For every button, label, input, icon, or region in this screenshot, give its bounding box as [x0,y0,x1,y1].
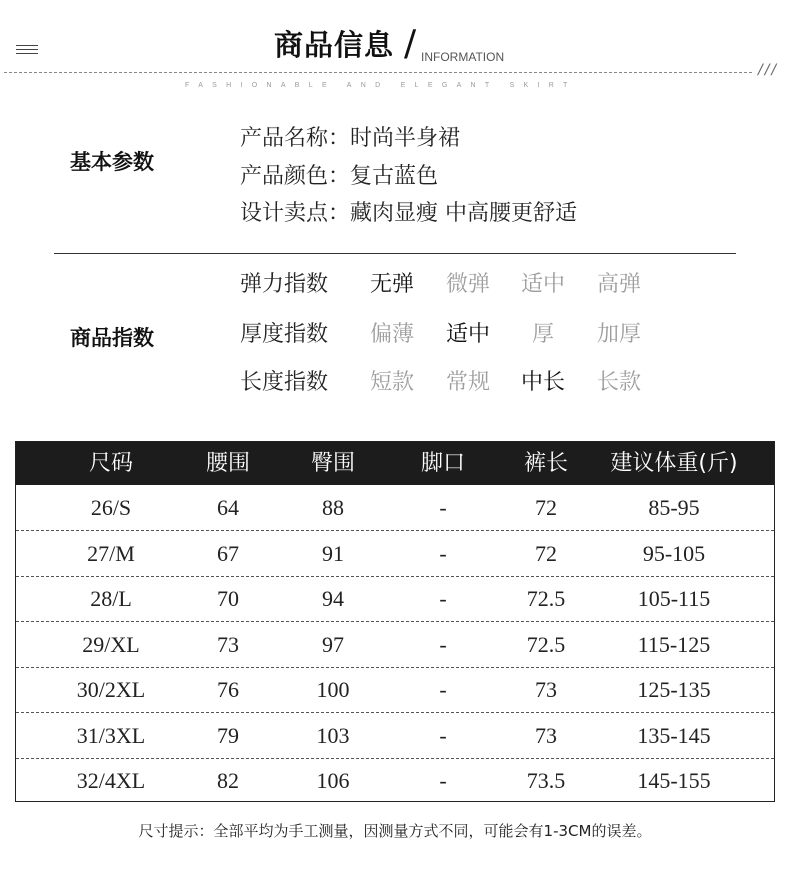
elasticity-index-label: 弹力指数 [240,272,329,297]
cell-length: 72 [535,540,557,566]
cell-weight: 145-155 [637,768,711,793]
cell-waist: 64 [217,495,239,520]
cell-size: 31/3XL [76,722,146,748]
cell-hip: 100 [316,677,350,702]
cell-length: 73 [535,722,557,748]
cell-weight: 115-125 [637,631,711,657]
length-index-label: 长度指数 [240,370,329,395]
cell-length: 73 [535,677,557,702]
param-name-line: 产品名称：时尚半身裙 [240,126,461,151]
index-option: 厚 [531,322,554,347]
table-header [16,442,774,485]
cell-hip: 94 [322,586,344,611]
index-option: 长款 [596,370,641,395]
cell-hem: - [439,722,447,748]
index-option: 无弹 [369,272,414,297]
cell-waist: 67 [217,540,239,566]
index-option: 高弹 [596,272,641,297]
index-option: 中长 [520,370,565,395]
cell-hip: 106 [316,768,350,793]
param-color-line: 产品颜色：复古蓝色 [240,164,439,189]
cell-size: 29/XL [82,631,140,657]
index-option: 微弹 [445,272,490,297]
table-row [16,622,774,668]
table-row [16,667,774,713]
cell-weight: 85-95 [648,495,700,520]
cell-length: 72.5 [526,631,566,657]
title-slash: / [404,23,417,64]
cell-waist: 79 [217,722,239,748]
header-divider [4,72,752,73]
cell-hip: 88 [322,495,344,520]
header-size: 尺码 [88,451,133,476]
page-subtitle: INFORMATION [421,50,505,64]
size-footnote: 尺寸提示：全部平均为手工测量，因测量方式不同，可能会有1-3CM的误差。 [138,822,652,840]
menu-icon[interactable] [16,45,38,55]
cell-weight: 135-145 [637,722,711,748]
cell-waist: 82 [217,768,239,793]
index-option: 常规 [445,370,490,395]
cell-hem: - [439,540,447,566]
header-length: 裤长 [523,451,568,476]
cell-length: 72.5 [526,586,566,611]
cell-waist: 76 [217,677,239,702]
index-option: 适中 [520,272,565,297]
cell-hem: - [439,631,447,657]
indices-label: 商品指数 [70,326,154,350]
cell-size: 28/L [90,586,132,611]
basic-params-label: 基本参数 [70,150,154,174]
cell-size: 26/S [90,495,132,520]
cell-weight: 125-135 [637,677,711,702]
cell-hem: - [439,677,447,702]
cell-hip: 103 [316,722,350,748]
table-row [16,485,774,531]
cell-hem: - [439,768,447,793]
index-option: 短款 [369,370,414,395]
table-row [16,531,774,577]
table-row [16,713,774,759]
index-option: 加厚 [596,322,641,347]
index-option: 偏薄 [369,322,414,347]
cell-weight: 95-105 [642,540,706,566]
cell-hem: - [439,586,447,611]
cell-weight: 105-115 [637,586,711,611]
page-title: 商品信息 [274,28,395,62]
size-table [15,441,775,802]
cell-size: 32/4XL [76,768,146,793]
thickness-index-label: 厚度指数 [240,322,329,347]
cell-length: 72 [535,495,557,520]
header-hem: 脚口 [420,451,465,476]
cell-length: 73.5 [526,768,566,793]
cell-waist: 70 [217,586,239,611]
header-hip: 臀围 [310,451,355,476]
param-feature-line: 设计卖点：藏肉显瘦 中高腰更舒适 [240,201,577,226]
header-waist: 腰围 [205,451,250,476]
cell-hip: 91 [322,540,344,566]
cell-hem: - [439,495,447,520]
table-row [16,758,774,803]
cell-size: 30/2XL [76,677,146,702]
cell-size: 27/M [87,540,135,566]
section-divider [54,253,736,254]
cell-hip: 97 [322,631,344,657]
cell-waist: 73 [217,631,239,657]
corner-slashes: /// [758,62,779,78]
tagline: FASHIONABLE AND ELEGANT SKIRT [185,82,577,89]
index-option: 适中 [445,322,490,347]
header-weight: 建议体重(斤) [610,451,738,476]
table-row [16,576,774,622]
